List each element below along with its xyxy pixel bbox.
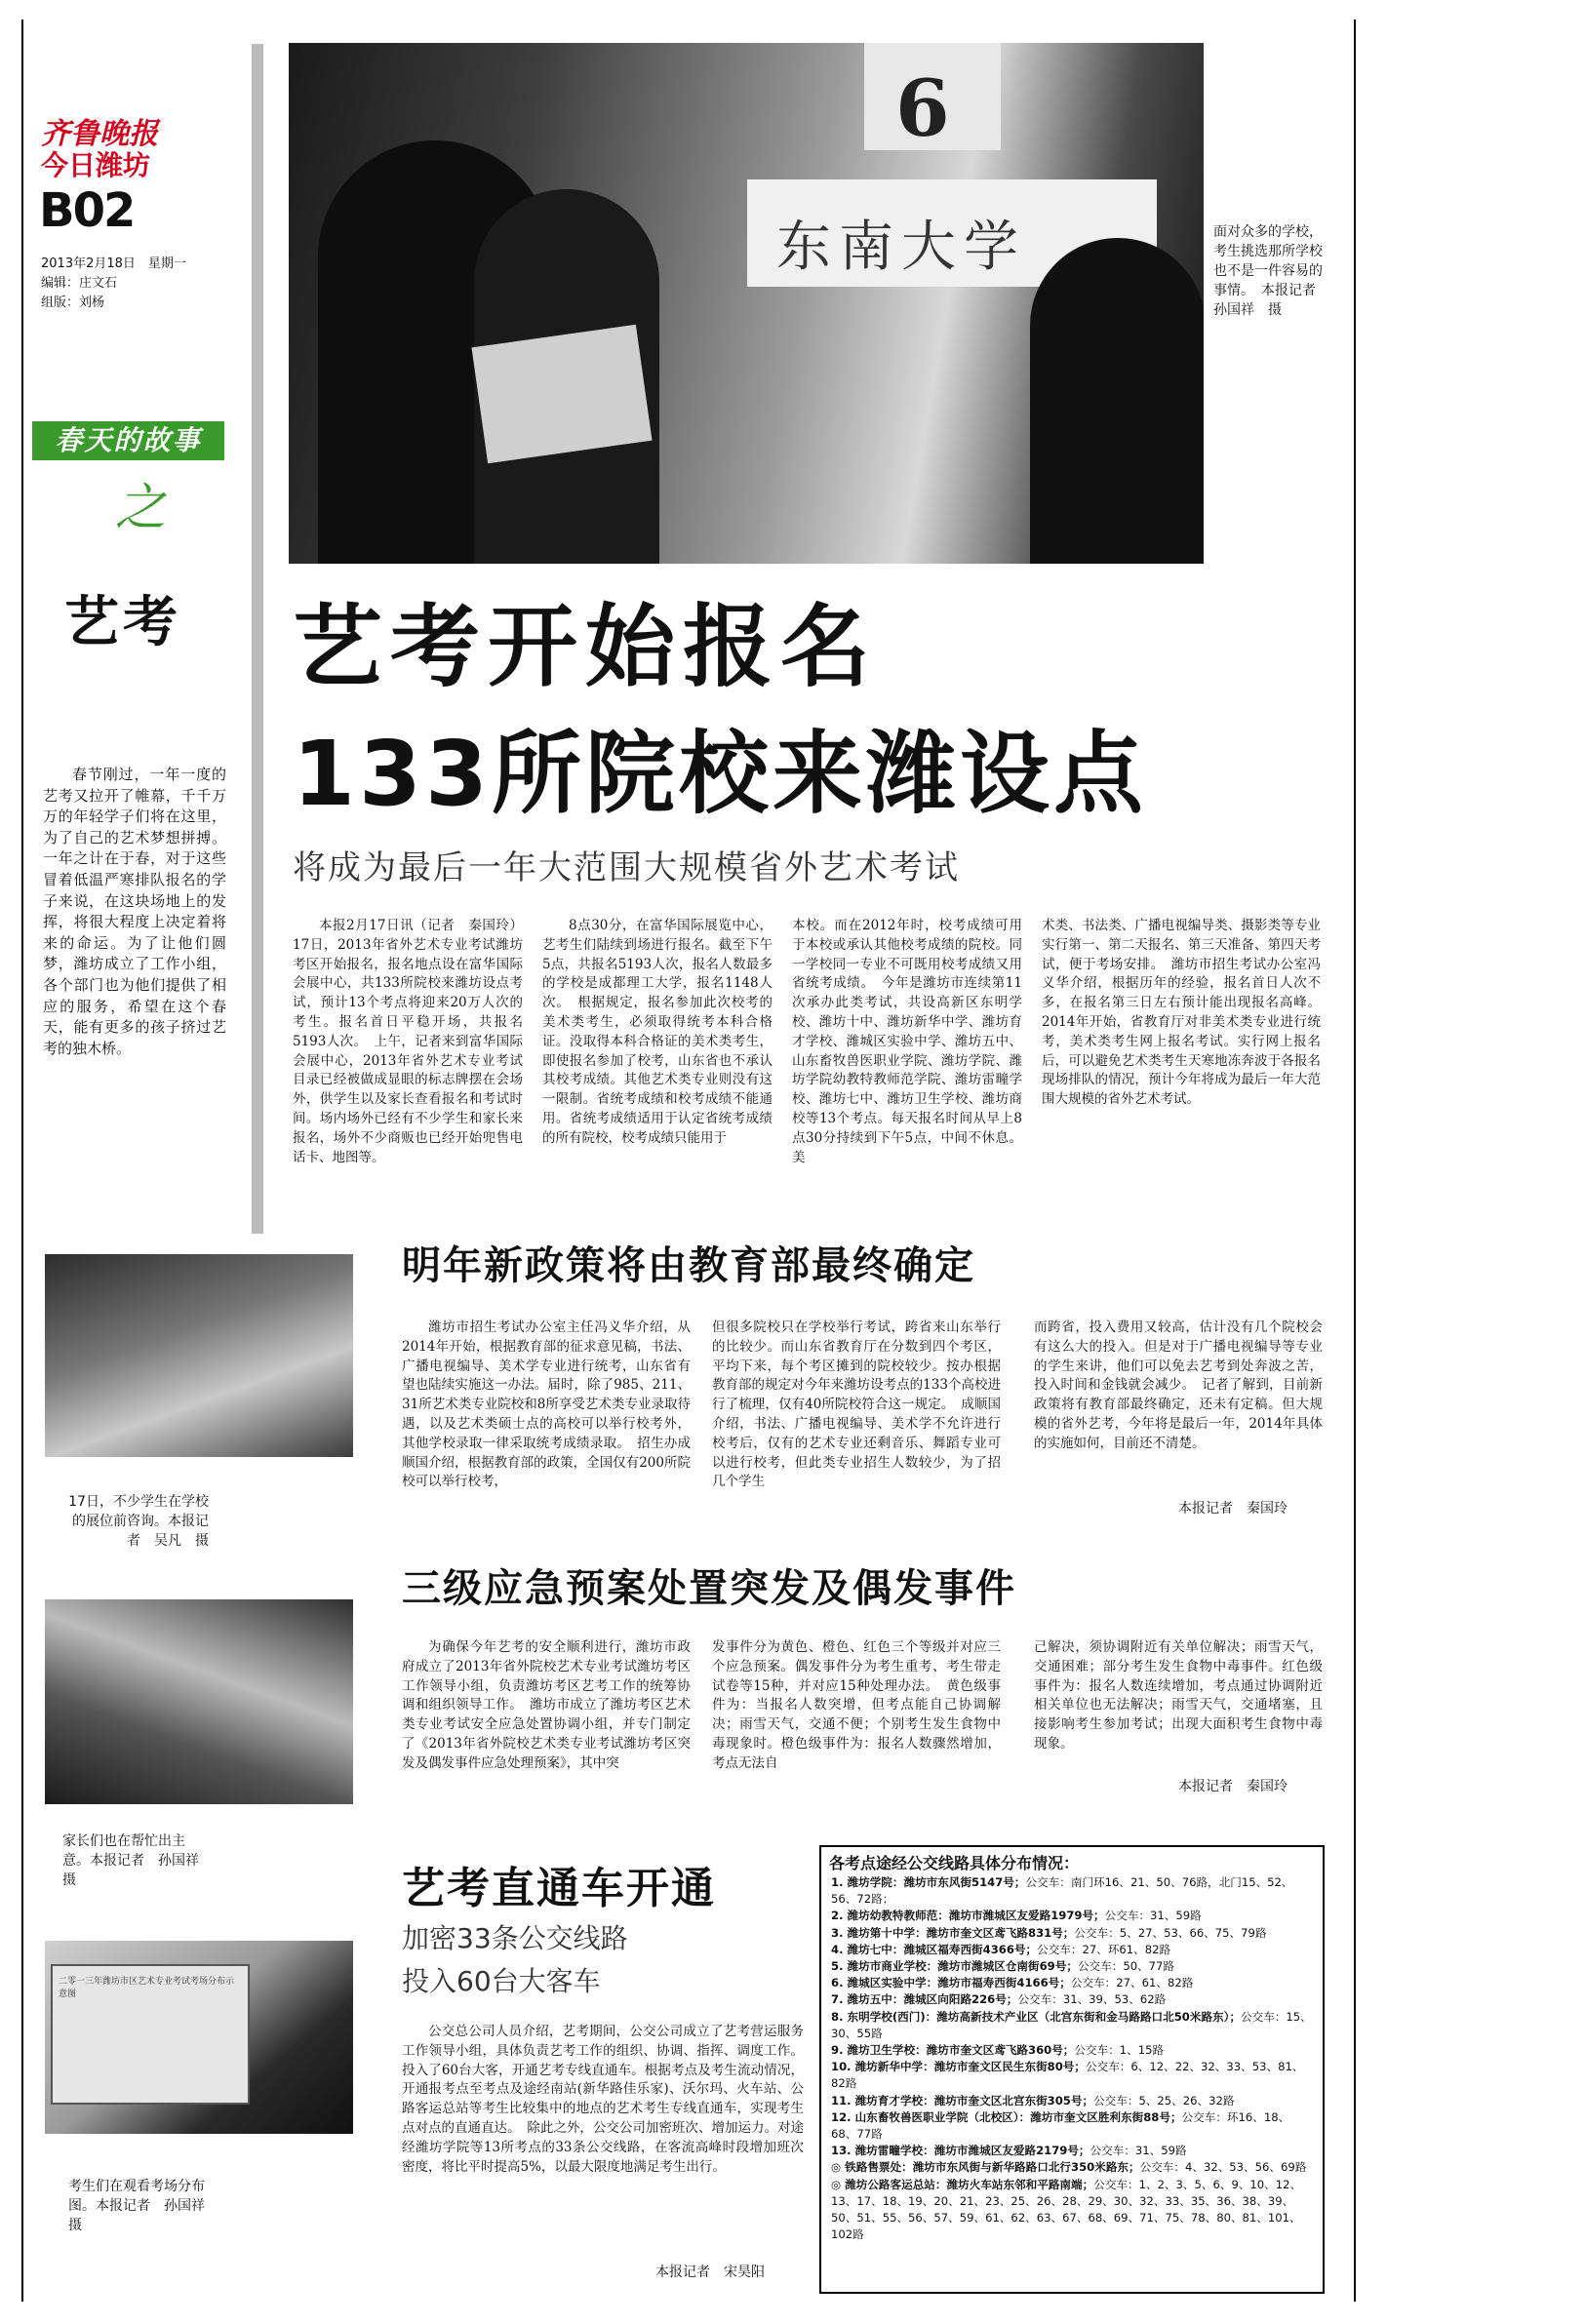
left-column-divider	[252, 44, 263, 1234]
bus-route-lines: 公交车：50、77路	[1077, 1959, 1175, 1974]
editor-line: 编辑：庄文石	[41, 276, 118, 291]
bus-route-lines: 公交车：27、环61、82路	[1037, 1942, 1171, 1956]
section2-byline: 本报记者 秦国玲	[1178, 1501, 1288, 1517]
bus-route-item	[831, 2159, 1313, 2176]
paper-name: 齐鲁晚报	[41, 117, 158, 151]
section4-title: 艺考直通车开通	[402, 1864, 716, 1913]
bus-route-stop: 11. 潍坊育才学校：潍坊市奎文区北宫东街305号；	[831, 2093, 1094, 2107]
section3-col1: 为确保今年艺考的安全顺利进行，潍坊市政府成立了2013年省外院校艺术专业考试潍坊考区工作领导小组，负责潍坊考区艺考工作的统筹协调和组织领导工作。 潍坊市成立了潍坊考区艺术类专业考试安全应急处置协调小组，并专门制定了《2013年省外院校艺术类专业考试潍坊考区突发及偶发事件应急处理预案》，其中突	[402, 1639, 691, 1771]
bus-route-stop: 10. 潍坊新华中学：潍坊市奎文区民生东街80号；	[831, 2060, 1086, 2074]
bus-route-lines: 公交车：31、59路	[1104, 1909, 1202, 1923]
column-tag-line3: 艺考	[64, 591, 181, 654]
bus-route-stop: 5. 潍坊市商业学校：潍坊市潍城区仓南街69号；	[831, 1959, 1078, 1974]
bus-route-lines: 公交车：31、39、53、62路	[1017, 1992, 1167, 2007]
bus-route-item	[831, 1942, 1313, 1958]
bus-route-item	[831, 1991, 1313, 2008]
bus-route-item	[831, 2143, 1313, 2159]
date-line: 2013年2月18日 星期一	[41, 256, 186, 271]
bus-route-stop: 13. 潍坊雷疃学校：潍坊市潍城区友爱路2179号；	[831, 2144, 1090, 2158]
section4-byline: 本报记者 宋昊阳	[655, 2265, 765, 2280]
bus-route-item	[831, 2059, 1313, 2092]
section4-body: 公交总公司人员介绍，艺考期间，公交公司成立了艺考营运服务工作领导小组，具体负责艺考工作的组织、协调、指挥、调度工作。投入了60台大客，开通艺考专线直通车。根据考点及考生流动情况，开通报考点至考点及途经南站(新华路佳乐家)、沃尔玛、火车站、公路客运总站等考生比较集中的地点的艺术考生专线直通车，实现考生点对点的直通直达。 除此之外，公交公司加密班次、增加运力。对途经潍坊学院等13所考点的33条公交线路，在客流高峰时段增加班次密度，将比平时提高5%，以最大限度地满足考生出行。	[402, 2024, 804, 2175]
side-photo-3-board-text: 二零一三年潍坊市区艺术专业考试考场分布示意图	[59, 1977, 235, 1999]
bus-route-stop: 6. 潍城区实验中学：潍坊市福寿西街4166号；	[831, 1976, 1071, 1990]
section2-col1: 潍坊市招生考试办公室主任冯义华介绍，从2014年开始，根据教育部的征求意见稿，书法、广播电视编导、美术学专业进行统考，山东省有望也陆续实施这一办法。届时，除了985、211、31所艺术类专业院校和8所享受艺术类专业录取待遇，以及艺术类硕士点的高校可以举行校考外，其他学校录取一律采取统考成绩录取。 招生办成顺国介绍，根据教育部的政策，全国仅有200所院校可以举行校考，	[402, 1320, 691, 1490]
side-photo-1	[45, 1254, 353, 1457]
bus-route-lines: 公交车：27、61、82路	[1070, 1976, 1194, 1990]
bus-route-item	[831, 2009, 1313, 2042]
top-photo	[289, 43, 1204, 564]
bus-route-stop: 4. 潍坊七中：潍城区福寿西街4366号；	[831, 1942, 1038, 1956]
section3-col3: 己解决，须协调附近有关单位解决；雨雪天气，交通困难；部分考生发生食物中毒事件。红色级事件为：报名人数连续增加，考点通过协调附近相关单位也无法解决；雨雪天气，交通堵塞，且接影响考生参加考试；出现大面积考生食物中毒现象。	[1034, 1639, 1323, 1752]
bus-route-stop: 8. 东明学校(西门)：潍坊高新技术产业区（北宫东街和金马路路口北50米路东）；	[831, 2009, 1242, 2024]
column-tag-banner	[32, 421, 224, 460]
bus-route-item	[831, 2109, 1313, 2143]
main-story-col2: 8点30分，在富华国际展览中心，艺考生们陆续到场进行报名。截至下午5点，共报名5193人次，报名人数最多的学校是成都理工大学，报名1148人次。 根据规定，报名参加此次校考的美术类考生，必须取得统考本科合格证。没取得本科合格证的美术类考生，即使报名参加了校考，山东省也不承认其校考成绩。其他艺术类专业则没有这一限制。省统考成绩和校考成绩不能通用。省统考成绩适用于认定省统考成绩的所有院校，校考成绩只能用于	[542, 918, 773, 1146]
section2-title: 明年新政策将由教育部最终确定	[402, 1243, 975, 1288]
main-story-col3: 本校。而在2012年时，校考成绩可用于本校或承认其他校考成绩的院校。同一学校同一专业不可既用校考成绩又用省统考成绩。 今年是潍坊市连续第11次承办此类考试，共设高新区东明学校、潍坊十中、潍坊新华中学、潍坊育才学校、潍城区实验中学、潍坊五中、山东畜牧兽医职业学院、潍坊学院、潍坊学院幼教特教师范学院、潍坊雷疃学校、潍坊七中、潍坊卫生学校、潍坊商校等13个考点。每天报名时间从早上8点30分持续到下午5点，中间不休息。美	[792, 918, 1022, 1165]
section2-col2: 但很多院校只在学校举行考试，跨省来山东举行的比较少。而山东省教育厅在分数到四个考区，平均下来，每个考区摊到的院校较少。按办根据教育部的规定对今年来潍坊设考点的133个高校进行了梳理，仅有40所院校符合这一规定。 成顺国介绍，书法、广播电视编导、美术学不允许进行校考后，仅有的艺术专业还剩音乐、舞蹈专业可以进行校考，但此类专业招生人数较少，为了招几个学生	[712, 1320, 1001, 1490]
photo-figure-3	[1030, 238, 1204, 564]
bus-route-lines: 公交车：5、27、53、66、75、79路	[1074, 1925, 1267, 1940]
bus-route-lines: 公交车：6、12、22、32、33、53、81、82路	[831, 2060, 1304, 2091]
column-tag-line1: 春天的故事	[55, 424, 202, 456]
side-photo-3	[45, 1941, 353, 2134]
bus-route-item	[831, 1874, 1313, 1908]
layout-line: 组版：刘杨	[41, 295, 105, 310]
bus-route-item	[831, 1975, 1313, 1991]
bus-route-lines: 公交车：环16、18、68、77路	[831, 2109, 1290, 2142]
side-photo-2-caption: 家长们也在帮忙出主意。本报记者 孙国祥 摄	[62, 1833, 213, 1888]
page-number: B02	[39, 183, 135, 238]
side-photo-2	[45, 1599, 353, 1804]
section-name: 今日潍坊	[41, 149, 151, 181]
bus-route-lines: 公交车：15、30、55路	[831, 2009, 1312, 2040]
bus-route-lines: 公交车：1、2、3、5、6、9、10、12、13、17、18、19、20、21、23、25、26、28、29、30、32、33、35、36、38、39、50、51、55、56、57、59、61、62、63、67、68、69、71、75、78、80、81、101、102路	[831, 2177, 1302, 2242]
headline-line1: 艺考开始报名	[293, 595, 879, 699]
bus-route-lines: 公交车：南门环16、21、50、76路，北门15、52、56、72路；	[831, 1875, 1293, 1907]
bus-route-lines: 公交车：1、15路	[1074, 2043, 1165, 2058]
bus-route-list	[831, 1874, 1313, 2243]
headline-deck: 将成为最后一年大范围大规模省外艺术考试	[293, 848, 960, 887]
bus-route-item	[831, 1925, 1313, 1942]
bus-route-item	[831, 1958, 1313, 1975]
bus-box-title: 各考点途经公交线路具体分布情况：	[829, 1854, 1080, 1872]
bus-route-stop: 1. 潍坊学院：潍坊市东风街5147号；	[831, 1875, 1026, 1889]
bus-route-stop: 9. 潍坊卫生学校：潍坊市奎文区鸢飞路360号；	[831, 2043, 1075, 2058]
intro-text: 春节刚过，一年一度的艺考又拉开了帷幕，千千万万的年轻学子们将在这里，为了自己的艺术梦想拼搏。一年之计在于春，对于这些冒着低温严寒排队报名的学子来说，在这块场地上的发挥，将很大程度上决定着将来的命运。为了让他们圆梦，潍坊成立了工作小组，各个部门也为他们提供了相应的服务，希望在这个春天，能有更多的孩子挤过艺考的独木桥。	[43, 766, 226, 1057]
top-photo-caption: 面对众多的学校，考生挑选那所学校也不是一件容易的事情。 本报记者 孙国祥 摄	[1213, 224, 1329, 318]
section4-deck2: 投入60台大客车	[402, 1965, 601, 1997]
side-photo-3-caption: 考生们在观看考场分布图。本报记者 孙国祥 摄	[68, 2179, 218, 2233]
photo-sign-number: 6	[895, 62, 950, 154]
headline-line2: 133所院校来潍设点	[293, 722, 1148, 826]
column-tag-line2: 之	[115, 479, 167, 537]
bus-route-stop: 7. 潍坊五中：潍城区向阳路226号；	[831, 1992, 1018, 2007]
left-margin-rule	[21, 20, 23, 2302]
bus-routes-box	[819, 1845, 1325, 2294]
bus-route-item	[831, 2177, 1313, 2244]
section3-col2: 发事件分为黄色、橙色、红色三个等级并对应三个应急预案。偶发事件分为考生重考、考生带走试卷等15种，并对应15种处理办法。 黄色级事件为：当报名人数突增，但考点能自己协调解决；雨雪天气，交通不便；个别考生发生食物中毒现象时。橙色级事件为：报名人数骤然增加，考点无法自	[712, 1639, 1001, 1771]
section3-byline: 本报记者 秦国玲	[1178, 1779, 1288, 1794]
side-photo-1-caption: 17日，不少学生在学校的展位前咨询。本报记者 吴凡 摄	[68, 1494, 209, 1549]
bus-route-stop: ◎ 铁路售票处：潍坊市东风街与新华路路口北行350米路东；	[831, 2160, 1140, 2175]
main-story-col1: 本报2月17日讯（记者 秦国玲）17日，2013年省外艺术专业考试潍坊考区开始报名，报名地点设在富华国际会展中心，共133所院校来潍坊设点考试，预计13个考点将迎来20万人次的考生。报名首日平稳开场，共报名5193人次。 上午，记者来到富华国际会展中心，2013年省外艺术专业考试目录已经被做成显眼的标志牌摆在会场外，供学生以及家长查看报名和考试时间。场内场外已经有不少学生和家长来报名，场外不少商贩也已经开始兜售电话卡、地图等。	[293, 918, 523, 1165]
main-story-col4: 术类、书法类、广播电视编导类、摄影类等专业实行第一、第二天报名、第三天准备、第四天考试，便于考场安排。 潍坊市招生考试办公室冯义华介绍，根据历年的经验，报名首日人次不多，在报名第三日左右预计能出现报名高峰。2014年开始，省教育厅对非美术类专业进行统考，美术类考生网上报名考试。实行网上报名后，可以避免艺术类考生天寒地冻奔波于各报名现场排队的情况，预计今年将成为最后一年大范围大规模的省外艺术考试。	[1042, 918, 1321, 1108]
bus-route-stop: ◎ 潍坊公路客运总站：潍坊火车站东邻和平路南端；	[831, 2177, 1094, 2191]
bus-route-item	[831, 1908, 1313, 1924]
bus-route-stop: 2. 潍坊幼教特教师范：潍坊市潍城区友爱路1979号；	[831, 1909, 1105, 1923]
bus-route-lines: 公交车：31、59路	[1090, 2144, 1187, 2158]
photo-banner-text: 东南大学	[776, 216, 1026, 279]
right-page-border	[1354, 20, 1356, 2302]
bus-route-lines: 公交车：5、25、26、32路	[1093, 2093, 1235, 2107]
section2-col3: 而跨省，投入费用又较高，估计没有几个院校会有这么大的投入。但是对于广播电视编导等专业的学生来讲，他们可以免去艺考到处奔波之苦，投入时间和金钱就会减少。 记者了解到，目前新政策将有教育部最终确定，还未有定稿。但大规模的省外艺考，今年将是最后一年，2014年具体的实施如何，目前还不清楚。	[1034, 1320, 1323, 1451]
bus-route-stop: 3. 潍坊第十中学：潍坊市奎文区鸢飞路831号；	[831, 1925, 1075, 1940]
section3-title: 三级应急预案处置突发及偶发事件	[402, 1566, 1016, 1611]
bus-route-item	[831, 2093, 1313, 2109]
bus-route-lines: 公交车：4、32、53、56、69路	[1139, 2160, 1307, 2175]
bus-route-item	[831, 2042, 1313, 2059]
bus-route-stop: 12. 山东畜牧兽医职业学院（北校区）：潍坊市奎文区胜利东街88号；	[831, 2109, 1182, 2124]
section4-deck1: 加密33条公交线路	[402, 1922, 628, 1954]
photo-brochure	[471, 325, 652, 463]
